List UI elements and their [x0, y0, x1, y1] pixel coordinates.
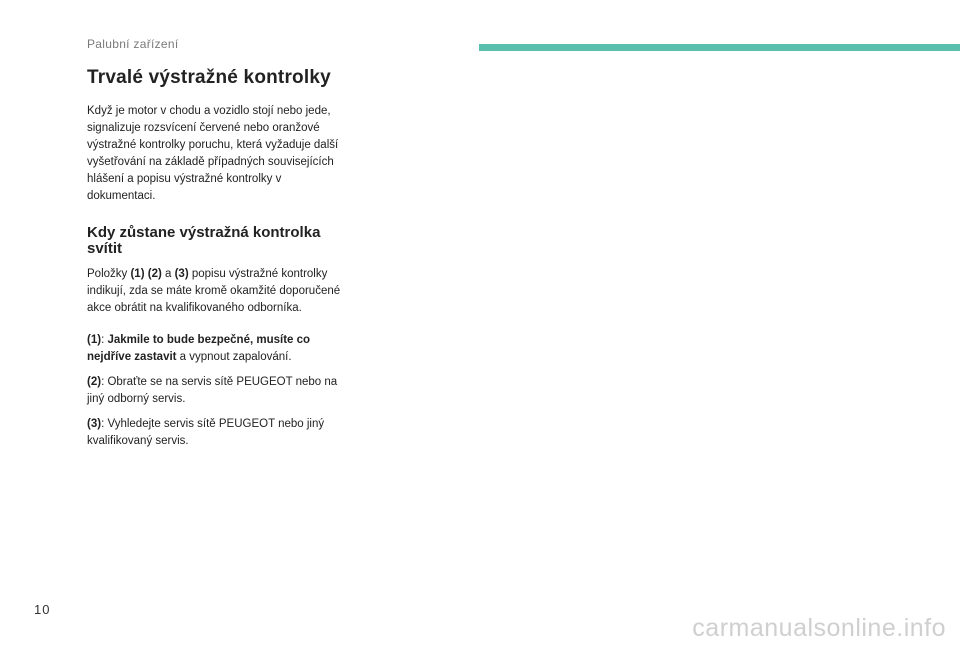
list-item-2	[87, 374, 352, 408]
item-number: (2)	[87, 376, 102, 388]
para-ref-1: (1)	[130, 268, 145, 280]
para-ref-2: (2)	[147, 268, 162, 280]
intro-paragraph: Když je motor v chodu a vozidlo stojí nebo jede, signalizuje rozsvícení červené nebo oranžové výstražné kontrolky poruchu, která vyžaduje další vyšetřování na základě případných souvisejících hlášení a popisu výstražné kontrolky v dokumentaci.	[87, 105, 339, 202]
item-text: Vyhledejte servis sítě PEUGEOT nebo jiný kvalifikovaný servis.	[87, 418, 325, 447]
item-number: (3)	[87, 418, 102, 430]
subsection-paragraph	[87, 266, 352, 317]
item-text: a vypnout zapalování.	[176, 351, 292, 363]
watermark: carmanualsonline.info	[692, 614, 946, 642]
item-emphasis: Jakmile to bude bezpečné, musíte co nejdříve zastavit	[87, 334, 311, 363]
content-column	[87, 66, 352, 458]
section-label: Palubní zařízení	[87, 37, 179, 51]
list-item-1	[87, 332, 352, 366]
page-number: 10	[34, 602, 51, 617]
item-separator: :	[101, 334, 108, 346]
item-text: Obraťte se na servis sítě PEUGEOT nebo na jiný odborný servis.	[87, 376, 338, 405]
page-title: Trvalé výstražné kontrolky	[87, 67, 331, 88]
header-accent-bar	[479, 44, 960, 51]
para-text-3: a	[161, 268, 175, 280]
spacer	[87, 317, 352, 332]
para-ref-3: (3)	[174, 268, 189, 280]
item-number: (1)	[87, 334, 102, 346]
para-text-4: popisu výstražné kontrolky indikují, zda se máte kromě okamžité doporučené akce obrátit na kvalifikovaného odborníka.	[87, 268, 341, 314]
item-separator: :	[101, 418, 108, 430]
para-text-1: Položky	[87, 268, 131, 280]
item-separator: :	[101, 376, 108, 388]
list-item-3	[87, 416, 352, 450]
subsection-title: Kdy zůstane výstražná kontrolka svítit	[87, 224, 321, 257]
